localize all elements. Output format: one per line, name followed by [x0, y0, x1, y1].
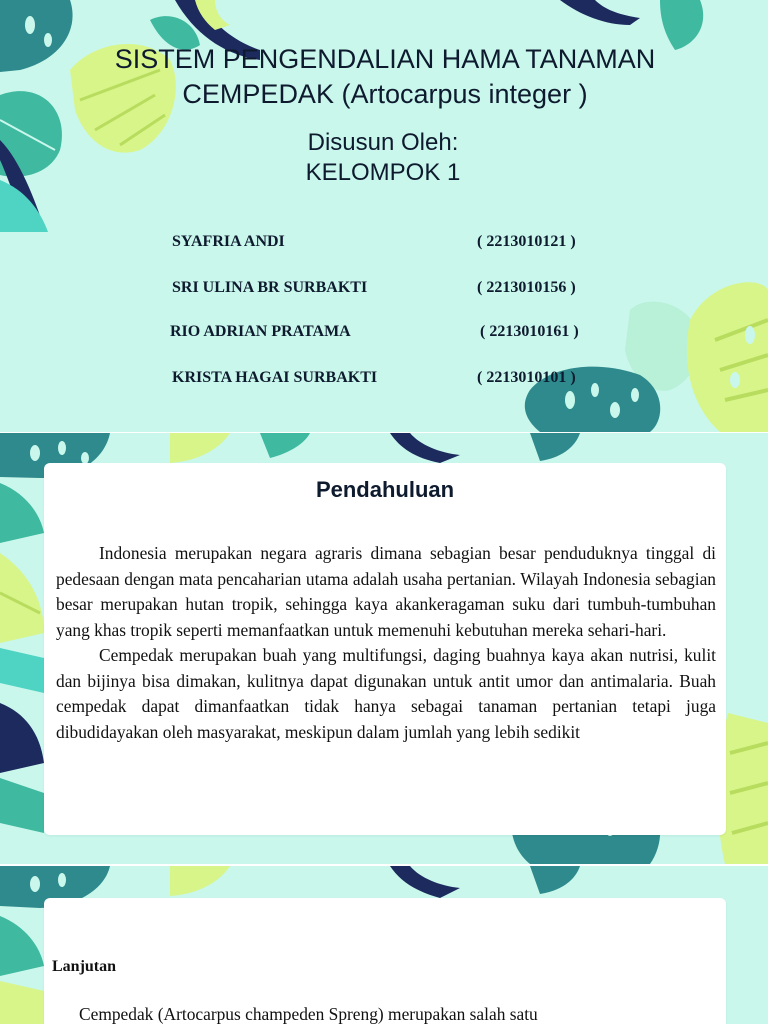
member-name: SYAFRIA ANDI [172, 233, 285, 250]
paragraph: Cempedak (Artocarpus champeden Spreng) merupakan salah satu [79, 1004, 538, 1024]
member-row [0, 279, 768, 303]
title-slide [0, 0, 768, 432]
body-text [56, 541, 716, 745]
title-line-2: CEMPEDAK (Artocarpus integer ) [182, 79, 588, 109]
continuation-slide [0, 866, 768, 1024]
member-row [0, 369, 768, 393]
member-nim: ( 2213010156 ) [477, 279, 576, 296]
member-row [0, 233, 768, 257]
author-label: Disusun Oleh: [307, 129, 459, 156]
slide-title [40, 42, 730, 112]
introduction-slide [0, 433, 768, 864]
member-nim: ( 2213010101 ) [477, 369, 576, 386]
member-row [0, 323, 768, 347]
paragraph: Indonesia merupakan negara agraris dimana sebagian besar penduduknya tinggal di pedesaan dengan mata pencaharian utama adalah usaha pertanian. Wilayah Indonesia sebagian besar merupakan hutan tropik, sehingga kaya akankeragaman suku dari tumbuh-tumbuhan yang khas tropik seperti memanfaatkan untuk memenuhi kebutuhan mereka sehari-hari. [56, 543, 716, 640]
section-heading: Pendahuluan [315, 477, 455, 502]
member-name: RIO ADRIAN PRATAMA [170, 323, 351, 340]
paragraph: Cempedak merupakan buah yang multifungsi, daging buahnya kaya akan nutrisi, kulit dan bijinya bisa dimakan, kulitnya dapat digunakan untuk antit umor dan antimalaria. Buah cempedak dapat dimanfaatkan tidak hanya sebagai tanaman pertanian tetapi juga dibudidayakan oleh masyarakat, meskipun dalam jumlah yang lebih sedikit [56, 645, 716, 742]
content-card [44, 898, 726, 1024]
author-group [233, 128, 533, 188]
member-name: KRISTA HAGAI SURBAKTI [172, 369, 378, 386]
member-nim: ( 2213010161 ) [480, 323, 579, 340]
leaf-decoration-top-left [0, 0, 260, 240]
member-name: SRI ULINA BR SURBAKTI [172, 279, 368, 296]
group-name: KELOMPOK 1 [305, 159, 461, 186]
member-nim: ( 2213010121 ) [477, 233, 576, 250]
content-card [44, 463, 726, 835]
leaf-decoration-top [110, 433, 768, 463]
section-heading: Lanjutan [52, 958, 117, 975]
title-line-1: SISTEM PENGENDALIAN HAMA TANAMAN [114, 44, 656, 74]
